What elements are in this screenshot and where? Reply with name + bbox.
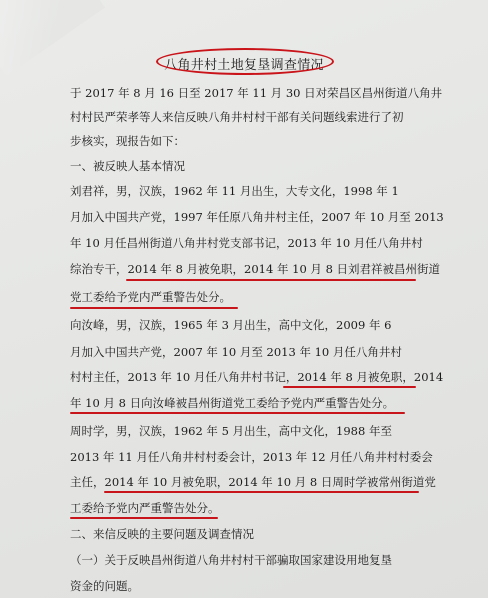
document-title: 八角井村土地复垦调查情况 — [164, 58, 324, 73]
red-underline — [126, 279, 416, 281]
body-line-8: 综治专干，2014 年 8 月被免职，2014 年 10 月 8 日刘君祥被昌州街道 — [70, 262, 441, 276]
body-line-7: 年 10 月任昌州街道八角井村党支部书记，2013 年 10 月任八角井村 — [70, 236, 423, 250]
body-line-17: 工委给予党内严重警告处分。 — [70, 501, 220, 515]
body-line-13: 年 10 月 8 日向汝峰被昌州街道党工委给予党内严重警告处分。 — [70, 396, 395, 410]
red-underline — [283, 386, 416, 388]
body-line-9: 党工委给予党内严重警告处分。 — [70, 290, 231, 304]
body-line-5: 刘君祥，男，汉族，1962 年 11 月出生，大专文化，1998 年 1 — [70, 184, 399, 198]
red-underline — [70, 517, 218, 519]
section-heading-2: 二、来信反映的主要问题及调查情况 — [70, 527, 254, 541]
body-line-20: 资金的问题。 — [70, 579, 139, 593]
body-line-1: 于 2017 年 8 月 16 日至 2017 年 11 月 30 日对荣昌区昌州街道八角井 — [70, 86, 443, 100]
body-line-2: 村村民严荣孝等人来信反映八角井村村干部有关问题线索进行了初 — [70, 110, 404, 124]
body-line-16: 主任，2014 年 10 月被免职，2014 年 10 月 8 日周时学被常州街道党 — [70, 475, 436, 489]
body-line-6: 月加入中国共产党，1997 年任原八角井村主任，2007 年 10 月至 2013 — [70, 210, 444, 224]
body-line-3: 步核实，现报告如下： — [70, 134, 185, 148]
body-line-10: 向汝峰，男，汉族，1965 年 3 月出生，高中文化，2009 年 6 — [70, 318, 392, 332]
body-line-14: 周时学，男，汉族，1962 年 5 月出生，高中文化，1988 年至 — [70, 424, 392, 438]
red-underline — [70, 307, 238, 309]
body-line-15: 2013 年 11 月任八角井村村委会计，2013 年 12 月任八角井村村委会 — [70, 450, 433, 464]
body-line-12: 村村主任，2013 年 10 月任八角井村书记，2014 年 8 月被免职，2014 — [70, 370, 444, 384]
body-line-11: 月加入中国共产党，2007 年 10 月至 2013 年 10 月任八角井村 — [70, 345, 402, 359]
red-underline — [70, 412, 405, 414]
red-underline — [104, 491, 419, 493]
body-line-19: （一）关于反映昌州街道八角井村村干部骗取国家建设用地复垦 — [70, 553, 392, 567]
title-highlight-circle — [156, 48, 334, 75]
section-heading-1: 一、被反映人基本情况 — [70, 159, 185, 173]
